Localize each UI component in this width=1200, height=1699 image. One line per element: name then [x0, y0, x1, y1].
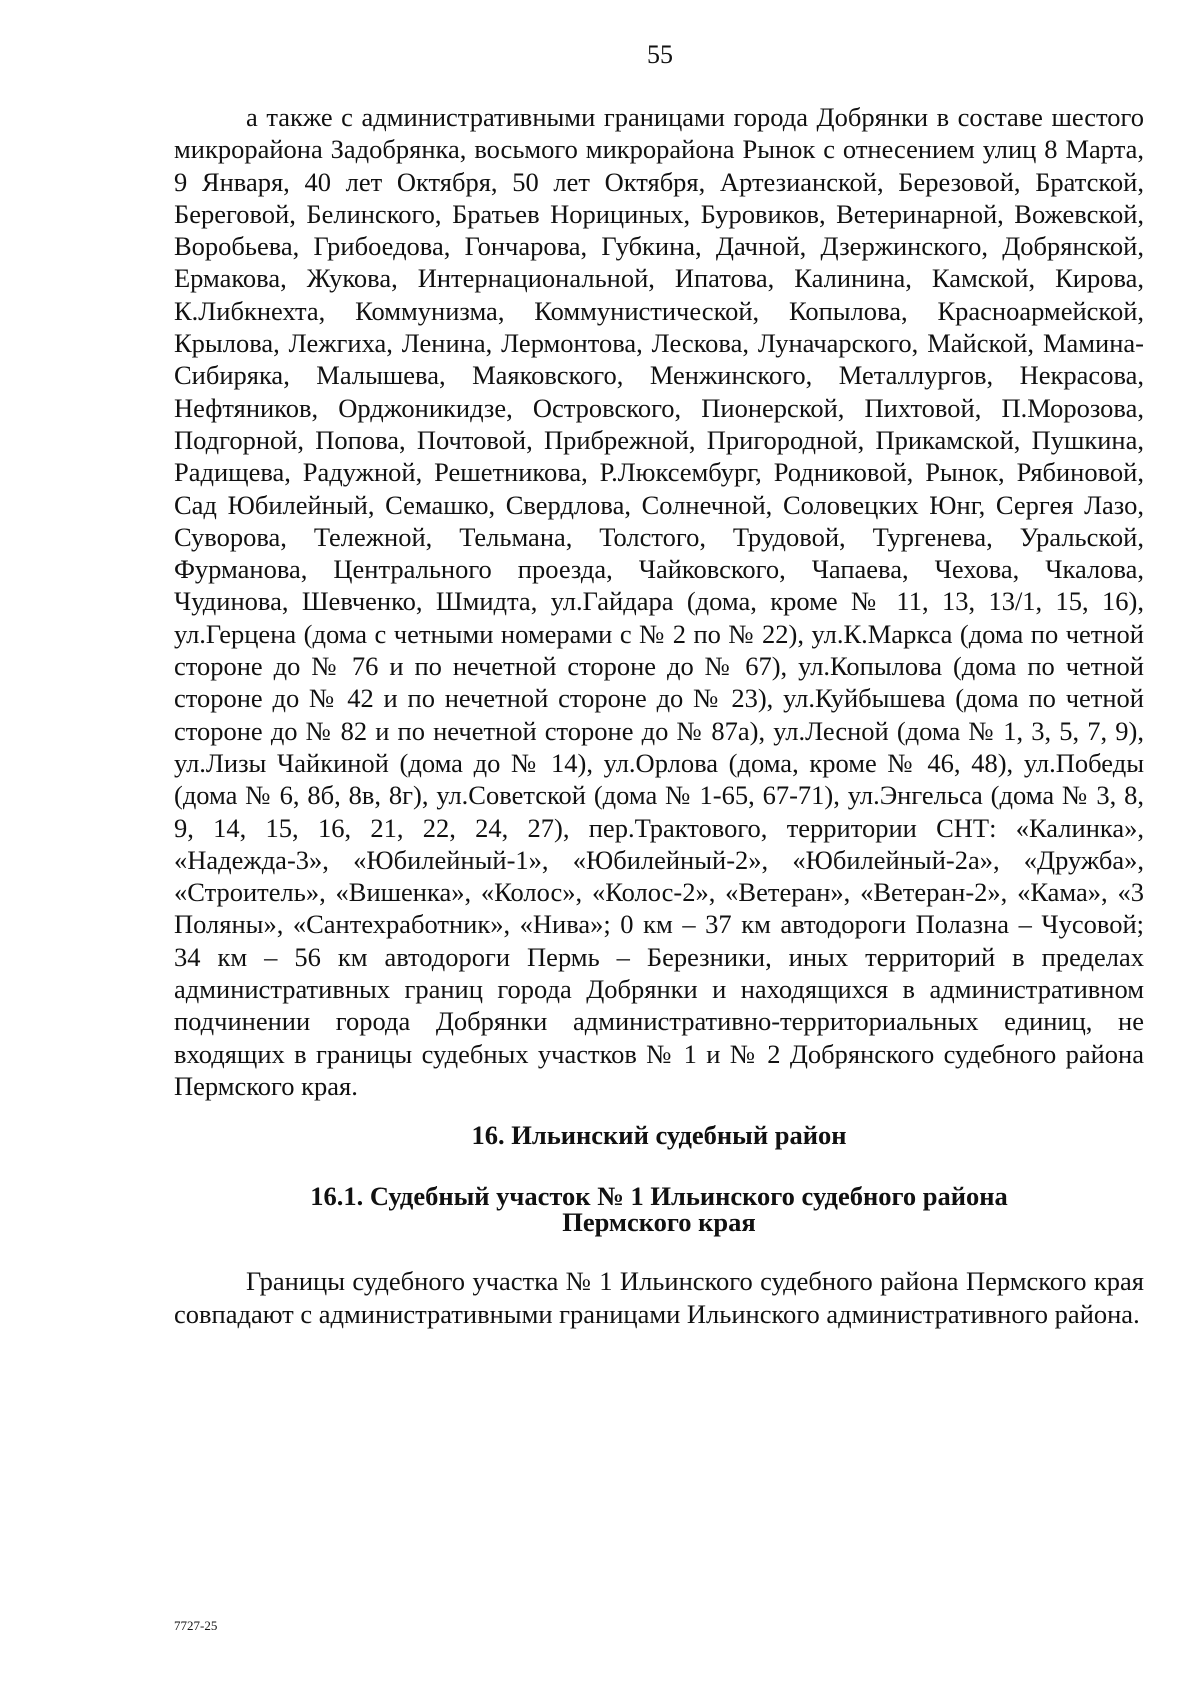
- page-number: 55: [647, 40, 673, 69]
- paragraph-ilinsky-boundaries: Границы судебного участка № 1 Ильинского судебного района Пермского края совпадают с административными границами Ильинского административного района.: [174, 1266, 1144, 1329]
- subsection-heading: [174, 1181, 1144, 1238]
- subsection-heading-line-2: Пермского края: [562, 1207, 756, 1238]
- document-body: [174, 101, 1144, 1330]
- paragraph-district-boundaries: а также с административными границами города Добрянки в составе шестого микрорайона Задобрянка, восьмого микрорайона Рынок с отнесением улиц 8 Марта, 9 Января, 40 лет Октября, 50 лет Октября, Артезианской, Березовой, Братской, Береговой, Белинского, Братьев Норициных, Буровиков, Ветеринарной, Вожевской, Воробьева, Грибоедова, Гончарова, Губкина, Дачной, Дзержинского, Добрянской, Ермакова, Жукова, Интернациональной, Ипатова, Калинина, Камской, Кирова, К.Либкнехта, Коммунизма, Коммунистической, Копылова, Красноармейской, Крылова, Лежгиха, Ленина, Лермонтова, Лескова, Луначарского, Майской, Мамина-Сибиряка, Малышева, Маяковского, Менжинского, Металлургов, Некрасова, Нефтяников, Орджоникидзе, Островского, Пионерской, Пихтовой, П.Морозова, Подгорной, Попова, Почтовой, Прибрежной, Пригородной, Прикамской, Пушкина, Радищева, Радужной, Решетникова, Р.Люксембург, Родниковой, Рынок, Рябиновой, Сад Юбилейный, Семашко, Свердлова, Солнечной, Соловецких Юнг, Сергея Лазо, Суворова, Тележной, Тельмана, Толстого, Трудовой, Тургенева, Уральской, Фурманова, Центрального проезда, Чайковского, Чапаева, Чехова, Чкалова, Чудинова, Шевченко, Шмидта, ул.Гайдара (дома, кроме № 11, 13, 13/1, 15, 16), ул.Герцена (дома с четными номерами с № 2 по № 22), ул.К.Маркса (дома по четной стороне до № 76 и по нечетной стороне до № 67), ул.Копылова (дома по четной стороне до № 42 и по нечетной стороне до № 23), ул.Куйбышева (дома по четной стороне до № 82 и по нечетной стороне до № 87а), ул.Лесной (дома № 1, 3, 5, 7, 9), ул.Лизы Чайкиной (дома до № 14), ул.Орлова (дома, кроме № 46, 48), ул.Победы (дома № 6, 8б, 8в, 8г), ул.Советской (дома № 1-65, 67-71), ул.Энгельса (дома № 3, 8, 9, 14, 15, 16, 21, 22, 24, 27), пер.Трактового, территории СНТ: «Калинка», «Надежда-3», «Юбилейный-1», «Юбилейный-2», «Юбилейный-2а», «Дружба», «Строитель», «Вишенка», «Колос», «Колос-2», «Ветеран», «Ветеран-2», «Кама», «3 Поляны», «Сантехработник», «Нива»; 0 км – 37 км автодороги Полазна – Чусовой; 34 км – 56 км автодороги Пермь – Березники, иных территорий в пределах административных границ города Добрянки и находящихся в административном подчинении города Добрянки административно-территориальных единиц, не входящих в границы судебных участков № 1 и № 2 Добрянского судебного района Пермского края.: [174, 102, 1144, 1101]
- subsection-heading-line-1: 16.1. Судебный участок № 1 Ильинского судебного района: [310, 1181, 1008, 1212]
- document-code: 7727-25: [174, 1618, 218, 1633]
- section-heading: 16. Ильинский судебный район: [471, 1120, 847, 1151]
